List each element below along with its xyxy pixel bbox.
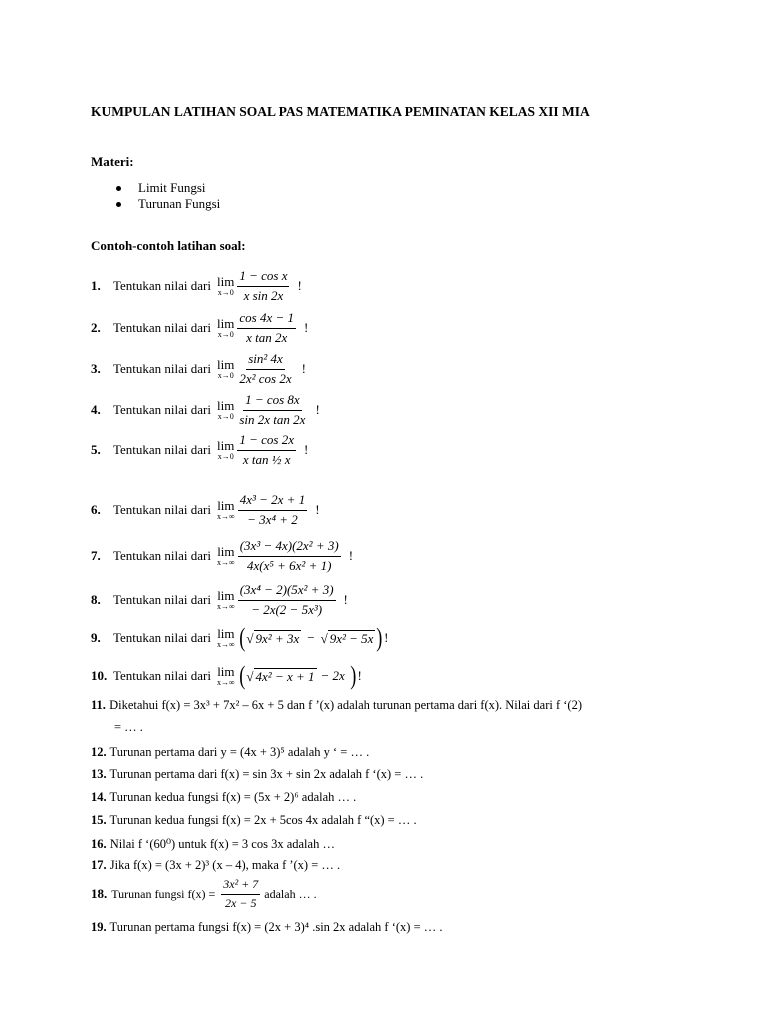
problem-number: 14. xyxy=(91,790,107,804)
operator: − xyxy=(307,630,315,645)
exclamation: ! xyxy=(301,361,306,376)
limit-operator: lim x→∞ xyxy=(217,588,235,611)
materi-item xyxy=(116,196,220,212)
numerator: 4x³ − 2x + 1 xyxy=(238,493,307,511)
numerator: 1 − cos 8x xyxy=(243,393,302,411)
denominator: − 2x(2 − 5x³) xyxy=(251,601,323,617)
limit-operator: lim x→0 xyxy=(217,438,235,461)
exclamation: ! xyxy=(343,592,348,607)
close-paren: ) xyxy=(376,623,383,652)
problem-text: Turunan kedua fungsi f(x) = 2x + 5cos 4x adalah f “(x) = … . xyxy=(109,813,417,827)
denominator: − 3x⁴ + 2 xyxy=(247,511,298,527)
problem-number: 9. xyxy=(91,630,101,645)
materi-item-label: Turunan Fungsi xyxy=(138,196,221,211)
problem-text: Jika f(x) = (3x + 2)³ (x – 4), maka f ’(x) = … . xyxy=(109,858,341,872)
exclamation: ! xyxy=(384,630,389,645)
problem-prompt: Tentukan nilai dari xyxy=(113,278,212,293)
fraction xyxy=(237,393,307,428)
problem-6 xyxy=(91,490,320,530)
denominator: 2x − 5 xyxy=(225,895,257,910)
fraction xyxy=(221,878,260,911)
bullet-icon xyxy=(116,186,121,191)
problem-prompt: Tentukan nilai dari xyxy=(113,548,212,563)
limit-operator: lim x→0 xyxy=(217,316,235,339)
limit-operator: lim x→0 xyxy=(217,274,235,297)
open-paren: ( xyxy=(239,661,246,690)
problem-text: Turunan fungsi f(x) = xyxy=(111,886,216,901)
text-problem xyxy=(91,836,335,852)
materi-item-label: Limit Fungsi xyxy=(138,180,206,195)
text-problem xyxy=(91,790,356,805)
limit-operator: lim x→∞ xyxy=(217,626,235,649)
limit-operator: lim x→∞ xyxy=(217,544,235,567)
problem-number: 11. xyxy=(91,698,106,712)
text-problem xyxy=(91,767,423,782)
denominator: sin 2x tan 2x xyxy=(239,411,306,427)
text-problem xyxy=(114,720,143,735)
problem-prompt: Tentukan nilai dari xyxy=(113,668,212,683)
sqrt-expression: √ 9x² − 5x xyxy=(320,630,374,646)
numerator: 1 − cos 2x xyxy=(237,433,296,451)
fraction xyxy=(237,311,296,346)
problem-number: 7. xyxy=(91,548,101,563)
denominator: x tan 2x xyxy=(246,329,288,345)
problem-prompt: Tentukan nilai dari xyxy=(113,592,212,607)
numerator: (3x³ − 4x)(2x² + 3) xyxy=(238,539,341,557)
problem-5 xyxy=(91,430,308,470)
fraction xyxy=(237,352,293,387)
problem-text: Turunan pertama fungsi f(x) = (2x + 3)⁴ .sin 2x adalah f ‘(x) = … . xyxy=(109,920,443,934)
problem-text: Turunan pertama dari y = (4x + 3)⁵ adalah y ‘ = … . xyxy=(109,745,370,759)
numerator: 3x² + 7 xyxy=(221,878,260,895)
problem-19 xyxy=(91,920,443,935)
sqrt-expression: √ 9x² + 3x xyxy=(246,630,300,646)
denominator: 2x² cos 2x xyxy=(239,370,292,386)
sqrt-expression: √ 4x² − x + 1 xyxy=(246,668,315,684)
problem-1 xyxy=(91,266,302,306)
problem-3 xyxy=(91,349,306,389)
problem-7 xyxy=(91,536,353,576)
fraction xyxy=(238,493,307,528)
numerator: cos 4x − 1 xyxy=(237,311,296,329)
problem-prompt: Tentukan nilai dari xyxy=(113,502,212,517)
problem-number: 19. xyxy=(91,920,107,934)
problem-text: = … . xyxy=(114,720,143,734)
problem-text: Turunan pertama dari f(x) = sin 3x + sin 2x adalah f ‘(x) = … . xyxy=(109,767,424,781)
problem-number: 16. xyxy=(91,837,107,851)
denominator: x sin 2x xyxy=(243,287,284,303)
exclamation: ! xyxy=(315,502,320,517)
problem-number: 10. xyxy=(91,668,108,683)
problem-10 xyxy=(91,656,362,696)
problem-text: Diketahui f(x) = 3x³ + 7x² – 6x + 5 dan f ’(x) adalah turunan pertama dari f(x). Nilai dari f ‘(2) xyxy=(109,698,582,712)
problem-number: 13. xyxy=(91,767,107,781)
exclamation: ! xyxy=(315,402,320,417)
exclamation: ! xyxy=(303,442,309,457)
exclamation: ! xyxy=(303,320,309,335)
problem-9 xyxy=(91,618,388,658)
materi-item xyxy=(116,180,206,196)
fraction xyxy=(237,269,289,304)
problem-number: 12. xyxy=(91,745,107,759)
denominator: x tan ½ x xyxy=(242,451,291,467)
problem-prompt: Tentukan nilai dari xyxy=(113,630,212,645)
open-paren: ( xyxy=(239,623,246,652)
limit-operator: lim x→0 xyxy=(217,398,235,421)
problem-number: 4. xyxy=(91,402,101,417)
contoh-heading: Contoh-contoh latihan soal: xyxy=(91,238,246,253)
numerator: (3x⁴ − 2)(5x² + 3) xyxy=(238,583,336,601)
problem-number: 15. xyxy=(91,813,107,827)
fraction xyxy=(237,433,296,468)
problem-text: Turunan kedua fungsi f(x) = (5x + 2)⁶ adalah … . xyxy=(109,790,357,804)
problem-number: 8. xyxy=(91,592,101,607)
limit-operator: lim x→0 xyxy=(217,357,235,380)
problem-prompt: Tentukan nilai dari xyxy=(113,320,212,335)
bullet-icon xyxy=(116,202,121,207)
problem-2 xyxy=(91,308,308,348)
problem-8 xyxy=(91,580,348,620)
limit-operator: lim x→∞ xyxy=(217,498,235,521)
limit-operator: lim x→∞ xyxy=(217,664,235,687)
problem-4 xyxy=(91,390,320,430)
problem-number: 1. xyxy=(91,278,101,293)
exclamation: ! xyxy=(297,278,302,293)
problem-number: 17. xyxy=(91,858,107,872)
denominator: 4x(x⁵ + 6x² + 1) xyxy=(246,557,332,573)
problem-prompt: Tentukan nilai dari xyxy=(113,442,212,457)
problem-number: 5. xyxy=(91,442,101,457)
problem-text: Nilai f ‘(60⁰) untuk f(x) = 3 cos 3x adalah … xyxy=(109,837,335,851)
numerator: sin² 4x xyxy=(246,352,285,370)
problem-text-tail: adalah … . xyxy=(264,886,317,901)
problem-18 xyxy=(91,874,317,914)
problem-prompt: Tentukan nilai dari xyxy=(113,402,212,417)
problem-number: 6. xyxy=(91,502,101,517)
text-problem xyxy=(91,745,369,760)
exclamation: ! xyxy=(357,668,362,683)
fraction xyxy=(238,583,336,618)
close-paren: ) xyxy=(350,661,357,690)
problem-number: 2. xyxy=(91,320,101,335)
exclamation: ! xyxy=(348,548,354,563)
problem-prompt: Tentukan nilai dari xyxy=(113,361,212,376)
numerator: 1 − cos x xyxy=(237,269,289,287)
text-problem xyxy=(91,698,582,713)
fraction xyxy=(238,539,341,574)
operator: − 2x xyxy=(320,668,345,683)
materi-heading: Materi: xyxy=(91,154,134,169)
problem-number: 3. xyxy=(91,361,101,376)
problem-number: 18. xyxy=(91,886,108,901)
text-problem xyxy=(91,858,340,873)
text-problem xyxy=(91,813,417,828)
document-title: KUMPULAN LATIHAN SOAL PAS MATEMATIKA PEMINATAN KELAS XII MIA xyxy=(91,104,590,119)
